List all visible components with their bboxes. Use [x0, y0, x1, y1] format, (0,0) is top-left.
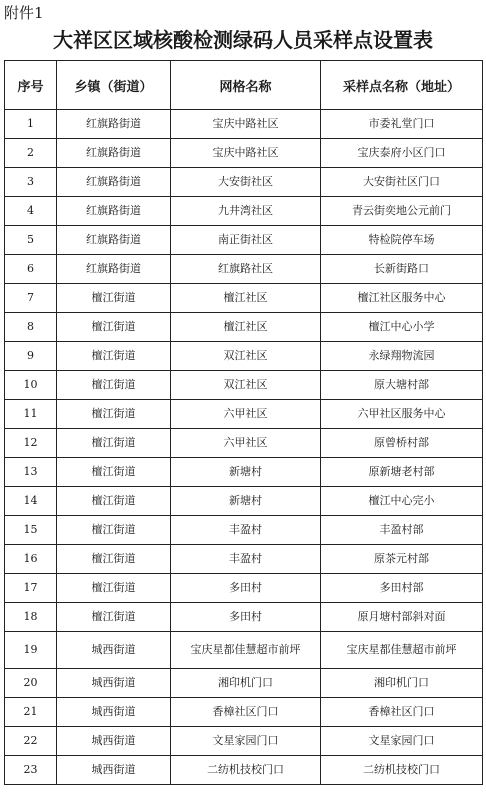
grid-name-cell: 大安街社区	[171, 168, 321, 197]
document-title: 大祥区区域核酸检测绿码人员采样点设置表	[53, 28, 433, 52]
serial-number-cell: 5	[5, 226, 57, 255]
grid-name-cell: 双江社区	[171, 371, 321, 400]
sampling-site-cell: 丰盈村部	[321, 516, 483, 545]
sampling-site-cell: 长新街路口	[321, 255, 483, 284]
attachment-label: 附件1	[4, 4, 44, 22]
grid-name-cell: 多田村	[171, 574, 321, 603]
table-row	[5, 429, 483, 458]
sampling-site-cell: 檀江社区服务中心	[321, 284, 483, 313]
table-header-row	[5, 61, 483, 110]
sampling-site-cell: 特检院停车场	[321, 226, 483, 255]
grid-name-cell: 宝庆星都佳慧超市前坪	[171, 632, 321, 669]
town-street-cell: 红旗路街道	[57, 168, 171, 197]
sampling-site-cell: 宝庆泰府小区门口	[321, 139, 483, 168]
serial-number-cell: 8	[5, 313, 57, 342]
serial-number-cell: 2	[5, 139, 57, 168]
town-street-cell: 红旗路街道	[57, 255, 171, 284]
serial-number-cell: 16	[5, 545, 57, 574]
town-street-cell: 檀江街道	[57, 545, 171, 574]
table-row	[5, 632, 483, 669]
grid-name-cell: 新塘村	[171, 487, 321, 516]
serial-number-cell: 3	[5, 168, 57, 197]
header-serial-number: 序号	[5, 61, 57, 110]
town-street-cell: 城西街道	[57, 756, 171, 785]
grid-name-cell: 新塘村	[171, 458, 321, 487]
table-row	[5, 313, 483, 342]
grid-name-cell: 九井湾社区	[171, 197, 321, 226]
table-row	[5, 756, 483, 785]
table-row	[5, 255, 483, 284]
serial-number-cell: 23	[5, 756, 57, 785]
grid-name-cell: 多田村	[171, 603, 321, 632]
serial-number-cell: 21	[5, 698, 57, 727]
town-street-cell: 红旗路街道	[57, 110, 171, 139]
sampling-site-cell: 青云街奕地公元前门	[321, 197, 483, 226]
grid-name-cell: 二纺机技校门口	[171, 756, 321, 785]
grid-name-cell: 宝庆中路社区	[171, 110, 321, 139]
table-row	[5, 110, 483, 139]
serial-number-cell: 13	[5, 458, 57, 487]
town-street-cell: 檀江街道	[57, 429, 171, 458]
table-row	[5, 139, 483, 168]
town-street-cell: 城西街道	[57, 698, 171, 727]
serial-number-cell: 14	[5, 487, 57, 516]
sampling-site-cell: 大安街社区门口	[321, 168, 483, 197]
serial-number-cell: 1	[5, 110, 57, 139]
sampling-site-cell: 市委礼堂门口	[321, 110, 483, 139]
table-body	[5, 110, 483, 785]
table-row	[5, 168, 483, 197]
table-row	[5, 284, 483, 313]
sampling-site-cell: 原曾桥村部	[321, 429, 483, 458]
sampling-site-cell: 六甲社区服务中心	[321, 400, 483, 429]
table-row	[5, 197, 483, 226]
town-street-cell: 城西街道	[57, 727, 171, 756]
sampling-site-cell: 宝庆星都佳慧超市前坪	[321, 632, 483, 669]
town-street-cell: 檀江街道	[57, 516, 171, 545]
table-row	[5, 487, 483, 516]
header-town-street: 乡镇（街道）	[57, 61, 171, 110]
sampling-site-cell: 永绿翔物流园	[321, 342, 483, 371]
grid-name-cell: 六甲社区	[171, 400, 321, 429]
sampling-site-table	[4, 60, 483, 785]
serial-number-cell: 18	[5, 603, 57, 632]
town-street-cell: 檀江街道	[57, 574, 171, 603]
town-street-cell: 红旗路街道	[57, 226, 171, 255]
town-street-cell: 檀江街道	[57, 487, 171, 516]
grid-name-cell: 南正街社区	[171, 226, 321, 255]
serial-number-cell: 6	[5, 255, 57, 284]
serial-number-cell: 7	[5, 284, 57, 313]
header-grid-name: 网格名称	[171, 61, 321, 110]
grid-name-cell: 檀江社区	[171, 284, 321, 313]
grid-name-cell: 六甲社区	[171, 429, 321, 458]
grid-name-cell: 香樟社区门口	[171, 698, 321, 727]
town-street-cell: 檀江街道	[57, 313, 171, 342]
table-row	[5, 698, 483, 727]
table-row	[5, 516, 483, 545]
grid-name-cell: 红旗路社区	[171, 255, 321, 284]
grid-name-cell: 丰盈村	[171, 545, 321, 574]
serial-number-cell: 4	[5, 197, 57, 226]
serial-number-cell: 22	[5, 727, 57, 756]
table-row	[5, 400, 483, 429]
sampling-site-cell: 原茶元村部	[321, 545, 483, 574]
sampling-site-cell: 檀江中心完小	[321, 487, 483, 516]
sampling-site-cell: 香樟社区门口	[321, 698, 483, 727]
serial-number-cell: 10	[5, 371, 57, 400]
sampling-site-cell: 多田村部	[321, 574, 483, 603]
serial-number-cell: 12	[5, 429, 57, 458]
serial-number-cell: 11	[5, 400, 57, 429]
town-street-cell: 城西街道	[57, 632, 171, 669]
sampling-site-cell: 原月塘村部斜对面	[321, 603, 483, 632]
header-sampling-site: 采样点名称（地址）	[321, 61, 483, 110]
sampling-site-cell: 原新塘老村部	[321, 458, 483, 487]
grid-name-cell: 文星家园门口	[171, 727, 321, 756]
town-street-cell: 檀江街道	[57, 458, 171, 487]
grid-name-cell: 宝庆中路社区	[171, 139, 321, 168]
town-street-cell: 红旗路街道	[57, 197, 171, 226]
serial-number-cell: 9	[5, 342, 57, 371]
table-row	[5, 603, 483, 632]
town-street-cell: 檀江街道	[57, 342, 171, 371]
town-street-cell: 檀江街道	[57, 371, 171, 400]
table-row	[5, 226, 483, 255]
table-row	[5, 458, 483, 487]
grid-name-cell: 檀江社区	[171, 313, 321, 342]
sampling-site-cell: 文星家园门口	[321, 727, 483, 756]
serial-number-cell: 15	[5, 516, 57, 545]
town-street-cell: 檀江街道	[57, 400, 171, 429]
serial-number-cell: 20	[5, 669, 57, 698]
sampling-site-cell: 原大塘村部	[321, 371, 483, 400]
town-street-cell: 檀江街道	[57, 284, 171, 313]
table-row	[5, 574, 483, 603]
table-row	[5, 342, 483, 371]
sampling-site-cell: 二纺机技校门口	[321, 756, 483, 785]
serial-number-cell: 19	[5, 632, 57, 669]
grid-name-cell: 丰盈村	[171, 516, 321, 545]
sampling-site-cell: 檀江中心小学	[321, 313, 483, 342]
town-street-cell: 红旗路街道	[57, 139, 171, 168]
grid-name-cell: 双江社区	[171, 342, 321, 371]
table-row	[5, 727, 483, 756]
table-row	[5, 669, 483, 698]
table-row	[5, 371, 483, 400]
town-street-cell: 城西街道	[57, 669, 171, 698]
table-row	[5, 545, 483, 574]
grid-name-cell: 湘印机门口	[171, 669, 321, 698]
serial-number-cell: 17	[5, 574, 57, 603]
town-street-cell: 檀江街道	[57, 603, 171, 632]
sampling-site-cell: 湘印机门口	[321, 669, 483, 698]
